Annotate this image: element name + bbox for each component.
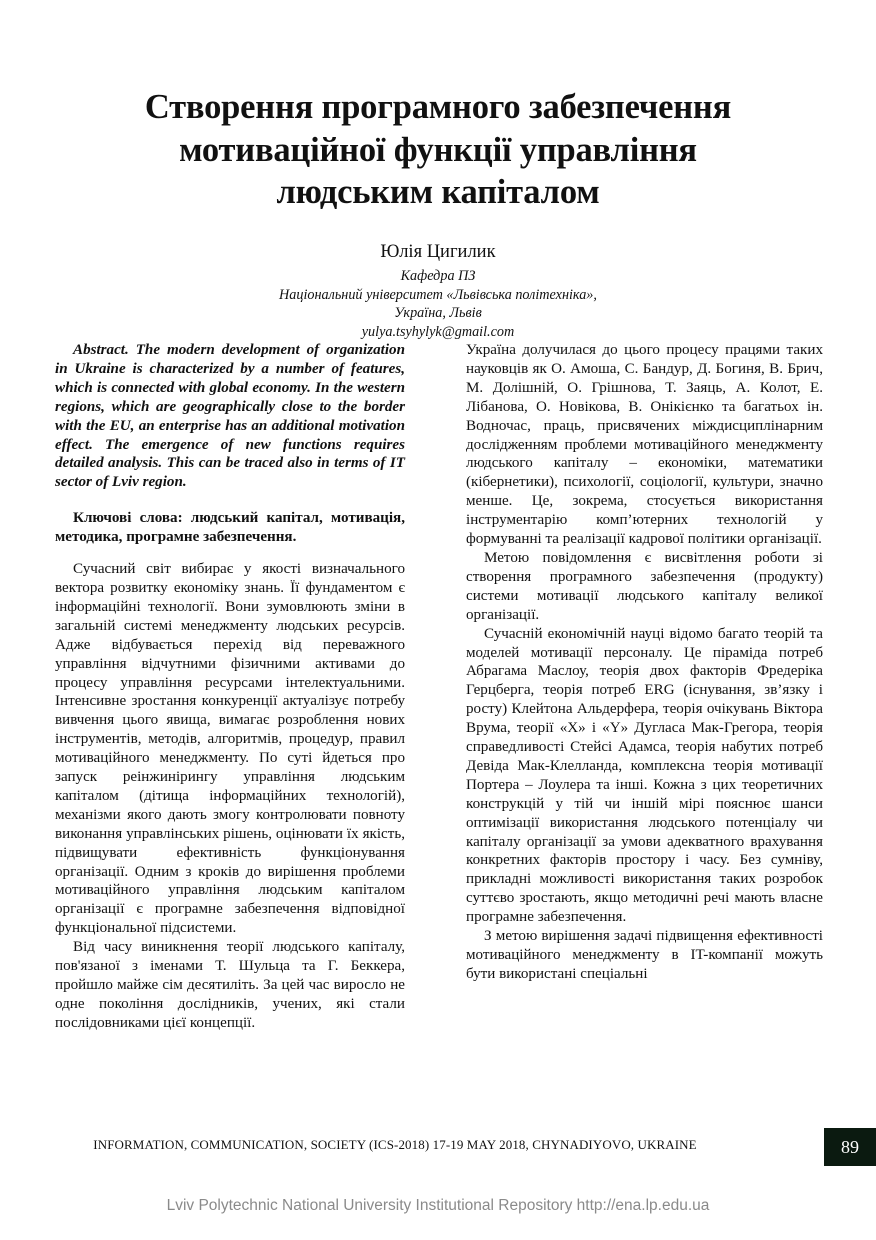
affiliation-department: Кафедра ПЗ: [400, 268, 476, 284]
body-paragraph: Сучасній економічній науці відомо багато теорій та моделей мотивації персоналу. Це піраміда потреб Абрагама Маслоу, теорія двох факторів Фредеріка Герцберга, теорія потреб ERG (існування, зв’язку і росту) Клейтона Альдерфера, теорія очікувань Віктора Врума, теорії «X» і «Y» Дугласа Мак-Грегора, теорія справедливості Стейсі Адамса, теорія набутих потреб Девіда Мак-Клелланда, комплексна теорія мотивації Портера – Лоулера та інші. Кожна з цих теоретичних конструкцій у тій чи іншій мірі пояснює шанси оптимізації використання людського потенціалу чи капіталу організації за умови адекватного врахування конкретних факторів простору і часу. Без сумніву, прикладні можливості використання таких розробок суттєво зростають, якщо методичні речі мають власне програмне забезпечення.: [466, 625, 823, 926]
body-paragraph: Україна долучилася до цього процесу працями таких науковців як О. Амоша, С. Бандур, Д. Богиня, В. Брич, М. Долішній, О. Грішнова, Т. Заяць, А. Колот, Е. Лібанова, О. Новікова, В. Онікієнко та багатьох ін. Водночас, праць, присвячених міждисциплінарним дослідженням проблеми мотиваційного менеджменту людського капіталу – економіки, математики (кібернетики), психології, соціології, культури, значно менше. Це, зокрема, стосується використання інструментарію комп’ютерних технологій у формуванні та реалізації кадрової політики організації.: [466, 342, 823, 548]
conference-footer: INFORMATION, COMMUNICATION, SOCIETY (ICS-2018) 17-19 MAY 2018, CHYNADIYOVO, UKRAINE: [93, 1137, 697, 1152]
title-line-2: мотиваційної функції управління: [179, 130, 697, 169]
body-paragraph: Від часу виникнення теорії людського капіталу, пов'язаної з іменами Т. Шульца та Г. Беккера, пройшло майже сім десятиліть. За цей час виросло не одне покоління дослідників, учених, які стали послідовниками цієї концепції.: [55, 939, 405, 1031]
affiliation-block: [0, 267, 876, 342]
affiliation-location: Україна, Львів: [394, 305, 482, 322]
paper-title: [40, 86, 836, 214]
keywords-paragraph: Ключові слова: людський капітал, мотивація, методика, програмне забезпечення.: [55, 510, 405, 546]
body-paragraph: З метою вирішення задачі підвищення ефективності мотиваційного менеджменту в IT-компанії можуть бути використані спеціальні: [466, 928, 823, 982]
left-column: [55, 341, 405, 1033]
abstract-paragraph: Abstract. The modern development of organization in Ukraine is characterized by a number of features, which is connected with global economy. In the western regions, which are geographically close to the border with the EU, an enterprise has an additional motivation effect. The emergence of new functions requires detailed analysis. This can be traced also in terms of IT sector of Lviv region.: [55, 342, 405, 491]
affiliation-university: Національний університет «Львівська політехніка»,: [279, 286, 597, 303]
title-line-3: людським капіталом: [276, 173, 600, 211]
right-column: [466, 341, 823, 984]
title-line-1: Створення програмного забезпечення: [144, 88, 732, 126]
author-name: Юлія Цигилик: [380, 242, 496, 262]
author-email: yulya.tsyhylyk@gmail.com: [361, 324, 515, 341]
repository-note: Lviv Polytechnic National University Institutional Repository http://ena.lp.edu.ua: [166, 1197, 710, 1214]
body-paragraph: Сучасний світ вибирає у якості визначального вектора розвитку економіку знань. Її фундаментом є інформаційні технології. Вони зумовлюють зміни в загальній системі менеджменту людських ресурсів. Адже відбувається перехід від переважного управління відчутними фізичними активами до процесу управління ресурсами інтелектуальними. Інтенсивне зростання конкуренції актуалізує потребу вивчення цього явища, вимагає розроблення нових інструментів, методів, алгоритмів, процедур, правил мотиваційного менеджменту. По суті йдеться про запуск реінжинірингу управління людським капіталом (дітища інформаційних технологій), механізми якого дають змогу контролювати повноту виконання управлінських рішень, оцінювати їх якість, підвищувати ефективність функціонування організації. Одним з кроків до вирішення проблеми мотиваційного управління людським капіталом організації є програмне забезпечення відповідної функціональної підсистеми.: [55, 561, 405, 937]
page-number: 89: [824, 1128, 876, 1166]
body-paragraph: Метою повідомлення є висвітлення роботи зі створення програмного забезпечення (продукту) системи мотивації людського капіталу великої організації.: [466, 549, 823, 623]
